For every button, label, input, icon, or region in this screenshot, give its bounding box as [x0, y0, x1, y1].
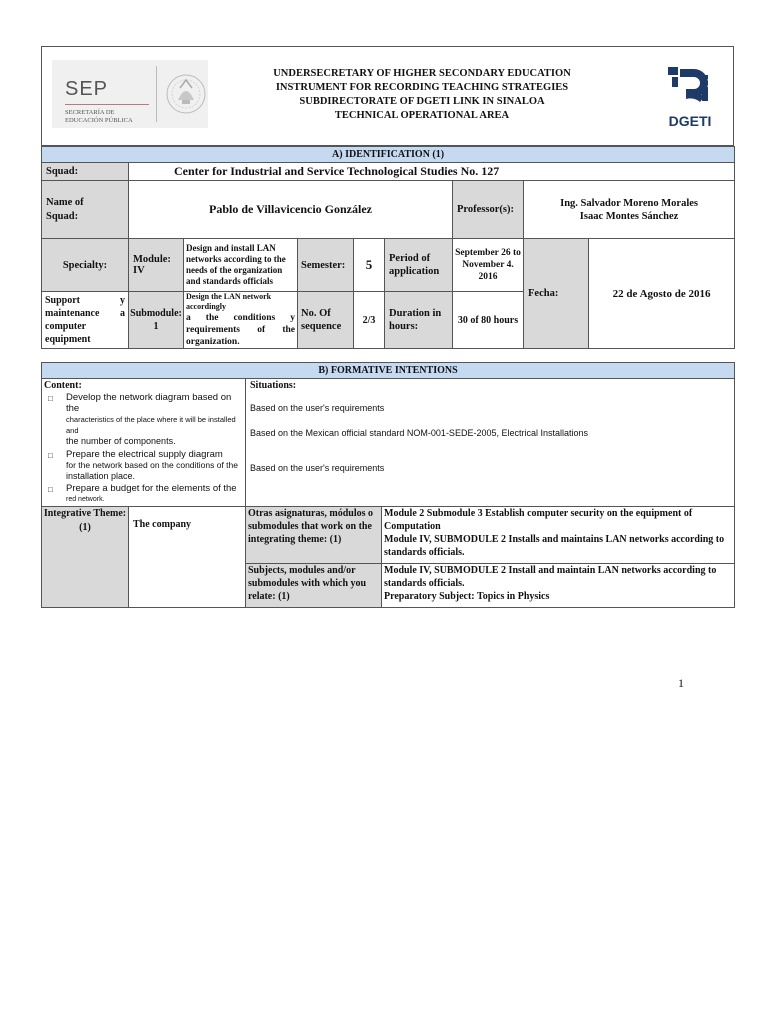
module-label: Module: IV	[129, 239, 184, 292]
name-label: Name of Squad:	[42, 181, 129, 239]
module-value: Design and install LAN networks according to the needs of the organization and standards officials	[184, 239, 298, 292]
fecha-label: Fecha:	[524, 239, 589, 349]
squad-value: Center for Industrial and Service Technological Studies No. 127	[129, 163, 735, 181]
situation-item: Based on the Mexican official standard NOM-001-SEDE-2005, Electrical Installations	[250, 428, 589, 438]
submodule-value: a the conditions y requirements of the organization.	[186, 313, 295, 347]
header-title-line-2: INSTRUMENT FOR RECORDING TEACHING STRATEGIES	[275, 82, 569, 93]
semester-label: Semester:	[298, 239, 354, 292]
header-titles	[252, 67, 592, 123]
header-title-line-4: TECHNICAL OPERATIONAL AREA	[334, 110, 510, 121]
situation-item: Based on the user's requirements	[250, 403, 385, 413]
dgeti-logo-text: DGETI	[668, 113, 712, 129]
period-label: Period of application	[385, 239, 453, 292]
sep-logo-text: SEP	[65, 78, 109, 100]
page-number: 1	[678, 676, 684, 690]
other-subjects-value: Module 2 Submodule 3 Establish computer security on the equipment of Computation Module IV, SUBMODULE 2 Installs and maintains LAN networks according to standards officials.	[382, 507, 735, 564]
mexico-seal-icon	[164, 66, 208, 122]
sep-logo	[52, 60, 208, 128]
checkbox-bullet-icon: □	[48, 394, 53, 403]
submodule-value-top: Design the LAN network accordingly	[186, 292, 272, 311]
professor-label: Professor(s):	[453, 181, 524, 239]
content-item: □ Develop the network diagram based on the characteristics of the place where it will be installed and the number of components.	[48, 392, 236, 446]
content-label: Content:	[44, 380, 82, 391]
sep-logo-subtitle: SECRETARÍA DE EDUCACIÓN PÚBLICA	[65, 109, 133, 124]
duration-label: Duration in hours:	[385, 292, 453, 349]
checkbox-bullet-icon: □	[48, 451, 53, 460]
document-header	[41, 46, 734, 146]
situations-label: Situations:	[250, 380, 297, 391]
period-value: September 26 to November 4. 2016	[453, 239, 524, 292]
sep-logo-rule	[65, 104, 149, 105]
sequence-label: No. Of sequence	[298, 292, 354, 349]
related-subjects-value: Module IV, SUBMODULE 2 Install and maintain LAN networks according to standards officials. Preparatory Subject: Topics in Physics	[382, 564, 735, 608]
content-list	[44, 392, 243, 505]
integrative-theme-value: The company	[129, 507, 246, 608]
squad-label: Squad:	[42, 163, 129, 181]
specialty-label: Specialty:	[42, 239, 129, 292]
sep-logo-divider	[156, 66, 157, 122]
professor-value: Ing. Salvador Moreno Morales Isaac Montes Sánchez	[524, 181, 735, 239]
content-item: □ Prepare the electrical supply diagram for the network based on the conditions of the installation place.	[48, 449, 239, 481]
specialty-value: Support y maintenance a computer equipment	[42, 292, 129, 349]
semester-value: 5	[354, 239, 385, 292]
section-a-heading: A) IDENTIFICATION (1)	[42, 147, 735, 163]
section-b-heading: B) FORMATIVE INTENTIONS	[42, 363, 735, 379]
name-value: Pablo de Villavicencio González	[129, 181, 453, 239]
sequence-value: 2/3	[354, 292, 385, 349]
integrative-theme-label: Integrative Theme: (1)	[42, 507, 129, 608]
situation-item: Based on the user's requirements	[250, 463, 385, 473]
duration-value: 30 of 80 hours	[453, 292, 524, 349]
header-title-line-3: SUBDIRECTORATE OF DGETI LINK IN SINALOA	[299, 96, 545, 107]
related-subjects-label: Subjects, modules and/or submodules with which you relate: (1)	[246, 564, 382, 608]
content-item: □ Prepare a budget for the elements of the red network.	[48, 483, 237, 503]
formative-intentions-table	[41, 362, 735, 608]
checkbox-bullet-icon: □	[48, 485, 53, 494]
submodule-label: Submodule: 1	[129, 292, 184, 349]
header-title-line-1: UNDERSECRETARY OF HIGHER SECONDARY EDUCATION	[273, 68, 571, 79]
fecha-value: 22 de Agosto de 2016	[589, 239, 735, 349]
other-subjects-label: Otras asignaturas, módulos o submodules that work on the integrating theme: (1)	[246, 507, 382, 564]
identification-table	[41, 146, 735, 349]
